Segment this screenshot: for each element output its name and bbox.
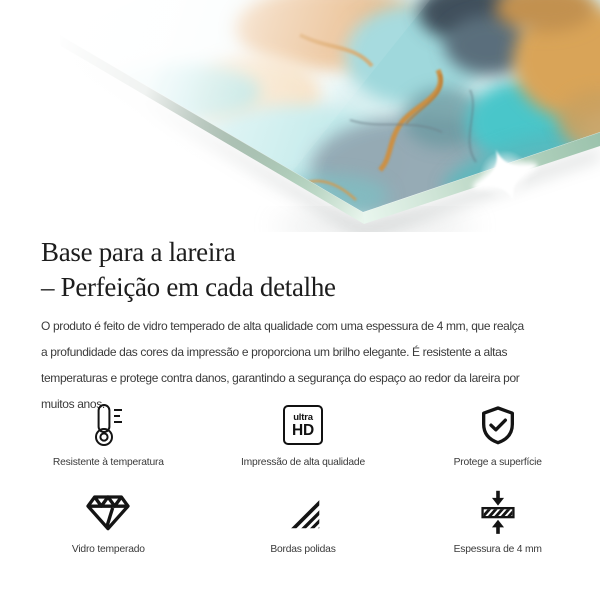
polished-edges-icon (284, 487, 322, 537)
description-line: O produto é feito de vidro temperado de alta qualidade com uma espessura de 4 mm, que realça (41, 319, 524, 333)
feature-polished-edges (206, 487, 401, 557)
shield-check-icon (478, 400, 518, 450)
feature-tempered-glass (11, 487, 206, 557)
feature-thickness (400, 487, 595, 557)
glass-panel-illustration (0, 0, 600, 232)
description-line: muitos anos. (41, 397, 105, 411)
feature-surface-protection (400, 400, 595, 470)
description-line: temperaturas e protege contra danos, garantindo a segurança do espaço ao redor da lareira por (41, 371, 520, 385)
title-line-1: Base para a lareira (41, 237, 236, 267)
feature-label: Bordas polidas (270, 544, 336, 555)
ultra-hd-text-bottom: HD (291, 421, 314, 439)
feature-label: Vidro temperado (71, 544, 145, 555)
feature-label: Espessura de 4 mm (453, 544, 542, 555)
page-title (41, 235, 580, 305)
hero-product-photo (0, 0, 600, 232)
thickness-icon (480, 487, 516, 537)
description-line: a profundidade das cores da impressão e proporciona um brilho elegante. É resistente a altas (41, 345, 508, 359)
feature-label: Resistente à temperatura (52, 457, 164, 468)
ultra-hd-text-top: ultra (293, 411, 313, 423)
diamond-icon (86, 487, 130, 537)
feature-label: Protege a superfície (453, 457, 542, 468)
title-line-2: – Perfeição em cada detalhe (41, 272, 336, 302)
feature-temperature (11, 400, 206, 470)
features-grid (11, 400, 595, 557)
feature-label: Impressão de alta qualidade (241, 457, 365, 468)
thermometer-icon (91, 400, 125, 450)
ultra-hd-icon (283, 400, 323, 450)
feature-print-quality (206, 400, 401, 470)
